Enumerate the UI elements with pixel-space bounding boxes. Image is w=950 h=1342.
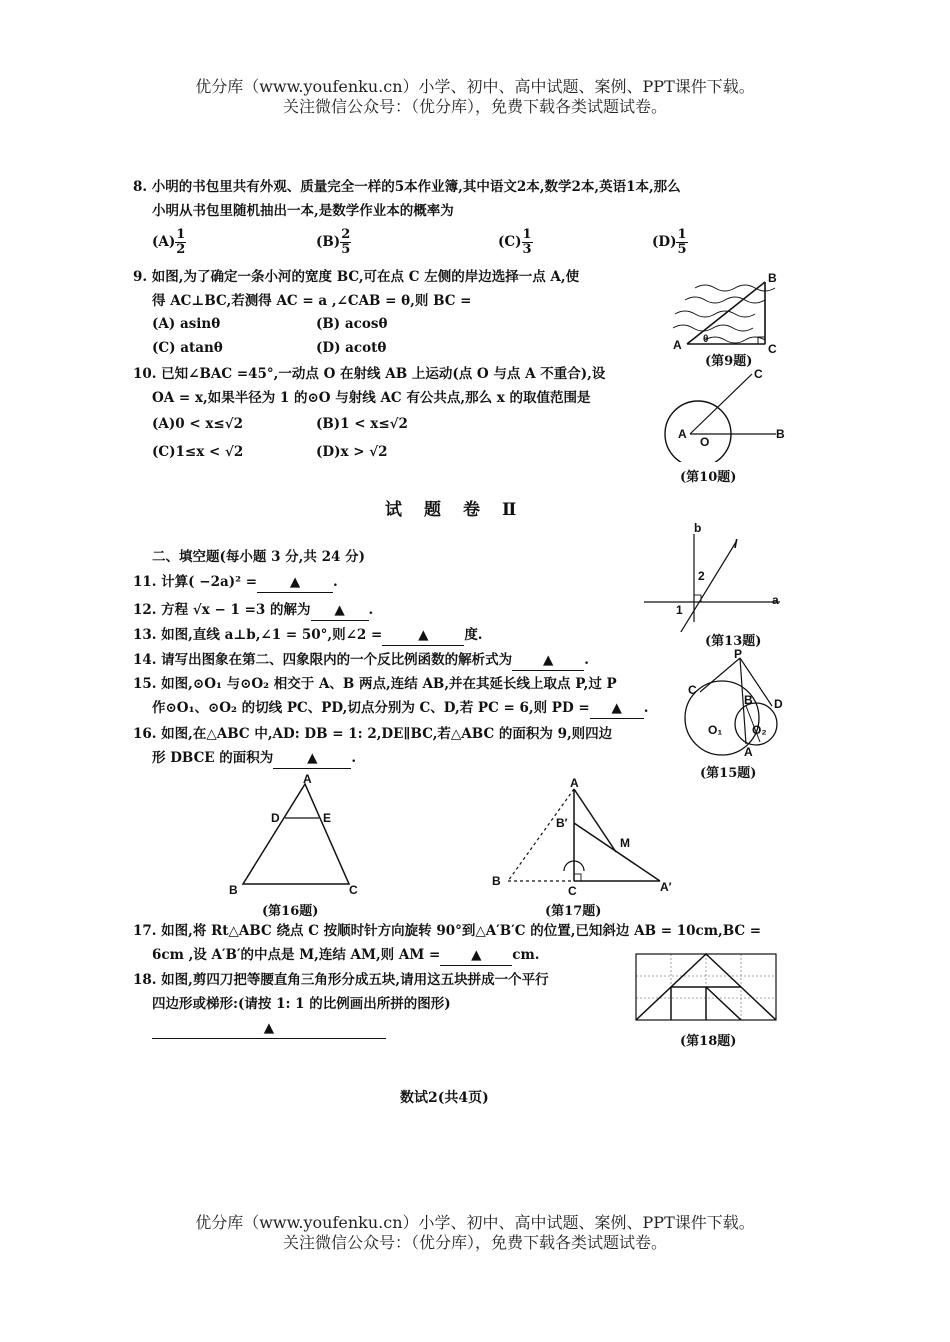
footer-line-1: 优分库（www.youfenku.cn）小学、初中、高中试题、案例、PPT课件下载。 <box>195 1213 755 1232</box>
q10-label-o: O <box>700 435 710 449</box>
q10-option-b: (B)1 < x≤√2 <box>316 416 408 432</box>
q13-caption: (第13题) <box>705 634 762 649</box>
q16-label-c: C <box>349 883 358 897</box>
q10-label-b: B <box>776 427 785 441</box>
q8-line-2: 小明从书包里随机抽出一本,是数学作业本的概率为 <box>152 203 454 219</box>
section-part2: 二、填空题(每小题 3 分,共 24 分) <box>152 549 365 565</box>
q16-line-1: 16. 如图,在△ABC 中,AD: DB = 1: 2,DE∥BC,若△ABC 的面积为 9,则四边 <box>133 726 613 742</box>
q13-label-b: b <box>694 522 702 535</box>
q14: 14. 请写出图象在第二、四象限内的一个反比例函数的解析式为 ▲ . <box>133 650 589 671</box>
q10-circle-figure <box>660 362 790 462</box>
q13: 13. 如图,直线 a⊥b,∠1 = 50°,则∠2 = ▲ 度. <box>133 625 483 646</box>
q9-option-b: (B) acosθ <box>316 316 388 332</box>
q15-label-b: B <box>744 693 753 707</box>
q15-line-2: 作⊙O₁、⊙O₂ 的切线 PC、PD,切点分别为 C、D,若 PC = 6,则 PD = ▲ . <box>152 698 648 719</box>
q18-answer <box>152 1018 386 1039</box>
q12: 12. 方程 √x − 1 =3 的解为 ▲ . <box>133 600 373 621</box>
q10-option-d: (D)x > √2 <box>316 444 388 460</box>
footer-line-2: 关注微信公众号：（优分库），免费下载各类试题试卷。 <box>282 1233 667 1252</box>
q16-label-b: B <box>229 883 238 897</box>
q10-line-1: 10. 已知∠BAC =45°,一动点 O 在射线 AB 上运动(点 O 与点 A 不重合),设 <box>133 366 606 382</box>
q15-label-a: A <box>744 745 753 759</box>
q16-caption: (第16题) <box>262 904 319 919</box>
q16-blank[interactable]: ▲ <box>273 748 351 769</box>
q18-line-2: 四边形或梯形:(请按 1: 1 的比例画出所拼的图形) <box>152 996 451 1012</box>
q17-label-c: C <box>568 884 577 898</box>
q16-label-e: E <box>323 811 332 825</box>
q17-label-a-prime: A′ <box>660 880 672 894</box>
section-title: 试题卷Ⅱ <box>385 500 539 520</box>
q17-label-m: M <box>620 836 630 850</box>
q17-label-b: B <box>492 874 501 888</box>
q10-option-a: (A)0 < x≤√2 <box>152 416 243 432</box>
q13-label-2: 2 <box>698 569 705 583</box>
q16-label-a: A <box>303 772 312 786</box>
q15-line-1: 15. 如图,⊙O₁ 与⊙O₂ 相交于 A、B 两点,连结 AB,并在其延长线上取点 P,过 P <box>133 676 617 692</box>
q10-label-c: C <box>754 367 763 381</box>
q13-label-1: 1 <box>676 603 683 617</box>
q12-blank[interactable]: ▲ <box>311 600 369 621</box>
q13-label-l: l <box>734 537 738 551</box>
q15-circles-figure <box>680 648 790 760</box>
q17-blank[interactable]: ▲ <box>440 945 512 966</box>
q8-option-b: (B) $\frac{2}{5}$ <box>316 227 351 257</box>
q17-label-a: A <box>570 776 579 790</box>
q15-caption: (第15题) <box>700 766 757 781</box>
q10-caption: (第10题) <box>680 470 737 485</box>
q15-label-o1: O₁ <box>708 723 723 737</box>
q11-blank[interactable]: ▲ <box>257 572 333 593</box>
q8-line-1: 8. 小明的书包里共有外观、质量完全一样的5本作业簿,其中语文2本,数学2本,英语1本,那么 <box>133 179 681 195</box>
q17-line-1: 17. 如图,将 Rt△ABC 绕点 C 按顺时针方向旋转 90°到△A′B′C 的位置,已知斜边 AB = 10cm,BC = <box>133 923 762 939</box>
q11: 11. 计算( −2a)² = ▲ . <box>133 572 338 593</box>
q17-rotation-figure <box>488 775 684 900</box>
q16-label-d: D <box>271 811 280 825</box>
q18-caption: (第18题) <box>680 1034 737 1049</box>
q18-blank[interactable]: ▲ <box>152 1018 386 1039</box>
q16-line-2: 形 DBCE 的面积为 ▲ . <box>152 748 356 769</box>
q13-label-a: a <box>772 593 779 607</box>
q9-option-a: (A) asinθ <box>152 316 221 332</box>
q8-option-c: (C) $\frac{1}{3}$ <box>498 227 532 257</box>
q9-option-d: (D) acotθ <box>316 340 387 356</box>
q18-line-1: 18. 如图,剪四刀把等腰直角三角形分成五块,请用这五块拼成一个平行 <box>133 972 549 988</box>
header-line-1: 优分库（www.youfenku.cn）小学、初中、高中试题、案例、PPT课件下载。 <box>195 77 755 96</box>
q9-caption: (第9题) <box>705 354 753 369</box>
q8-option-d: (D) $\frac{1}{5}$ <box>652 227 687 257</box>
q15-label-p: P <box>734 648 743 661</box>
q14-blank[interactable]: ▲ <box>512 650 584 671</box>
q15-label-o2: O₂ <box>752 723 767 737</box>
q10-label-a: A <box>678 427 687 441</box>
q15-label-c: C <box>688 683 697 697</box>
q9-line-2: 得 AC⊥BC,若测得 AC = a ,∠CAB = θ,则 BC = <box>152 293 472 309</box>
q9-label-b: B <box>768 271 777 285</box>
q16-triangle-figure <box>225 772 365 900</box>
q9-label-a: A <box>673 338 682 352</box>
page-number: 数试2(共4页) <box>400 1090 489 1106</box>
q10-line-2: OA = x,如果半径为 1 的⊙O 与射线 AC 有公共点,那么 x 的取值范围是 <box>152 390 591 406</box>
q10-option-c: (C)1≤x < √2 <box>152 444 244 460</box>
header-line-2: 关注微信公众号：（优分库），免费下载各类试题试卷。 <box>282 97 667 116</box>
q8-option-a: (A) $\frac{1}{2}$ <box>152 227 186 257</box>
q9-line-1: 9. 如图,为了确定一条小河的宽度 BC,可在点 C 左侧的岸边选择一点 A,使 <box>133 269 580 285</box>
q9-label-theta: θ <box>703 334 709 345</box>
q13-blank[interactable]: ▲ <box>382 625 464 646</box>
q15-blank[interactable]: ▲ <box>590 698 644 719</box>
q17-line-2: 6cm ,设 A′B′的中点是 M,连结 AM,则 AM = ▲ cm. <box>152 945 540 966</box>
q17-caption: (第17题) <box>545 904 602 919</box>
q13-lines-figure <box>640 522 790 632</box>
q15-label-d: D <box>774 697 783 711</box>
q9-option-c: (C) atanθ <box>152 340 223 356</box>
q17-label-b-prime: B′ <box>556 816 568 830</box>
q9-label-c: C <box>768 342 777 356</box>
q18-grid-figure <box>630 950 782 1026</box>
